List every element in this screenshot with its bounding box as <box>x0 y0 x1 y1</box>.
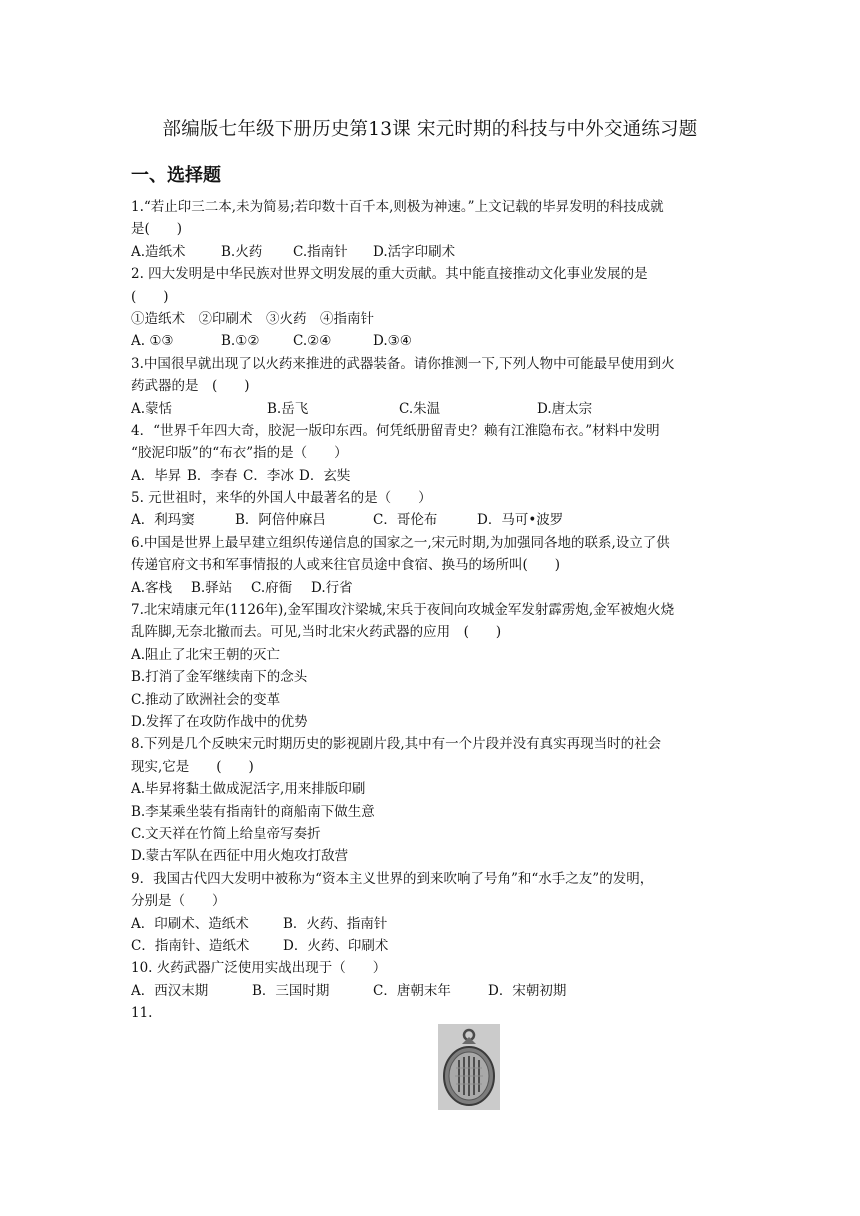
question-text: 6.中国是世界上最早建立组织传递信息的国家之一,宋元时期,为加强同各地的联系,设立了供 <box>131 534 670 551</box>
option-d: D．马可•波罗 <box>477 512 564 529</box>
option-row <box>131 509 741 531</box>
option-row <box>131 577 741 599</box>
question-text: 7.北宋靖康元年(1126年),金军围攻汴梁城,宋兵于夜间向攻城金军发射霹雳炮,金军被炮火烧 <box>131 602 675 619</box>
question-text: 药武器的是 ( ) <box>131 378 250 395</box>
option-row <box>131 398 741 420</box>
option-d: D.③④ <box>373 333 412 350</box>
option-line: C.文天祥在竹简上给皇帝写奏折 <box>131 825 321 842</box>
option-d: D．火药、印刷术 <box>283 937 389 954</box>
option-b: B．火药、指南针 <box>283 915 388 932</box>
option-d: D．玄奘 <box>299 467 351 484</box>
option-d: D.唐太宗 <box>537 400 593 417</box>
option-c: C.府衙 <box>251 579 293 596</box>
question-text: 3.中国很早就出现了以火药来推进的武器装备。请你推测一下,下列人物中可能最早使用到火 <box>131 355 675 372</box>
option-b: B．阿倍仲麻吕 <box>235 512 326 529</box>
option-line: A.毕昇将黏土做成泥活字,用来排版印刷 <box>131 781 366 798</box>
question-text: “胶泥印版”的“布衣”指的是（ ） <box>131 445 348 462</box>
question-text: 11. <box>131 1005 153 1022</box>
option-a: A．印刷术、造纸术 <box>131 915 249 932</box>
option-row <box>131 465 741 487</box>
option-row <box>131 330 741 352</box>
option-d: D.行省 <box>311 579 353 596</box>
option-b: B．李春 <box>187 467 238 484</box>
section-heading: 一、选择题 <box>131 165 221 186</box>
option-line: B.李某乘坐装有指南针的商船南下做生意 <box>131 803 375 820</box>
question-text: 8.下列是几个反映宋元时期历史的影视剧片段,其中有一个片段并没有真实再现当时的社会 <box>131 736 662 753</box>
question-text: 5. 元世祖时，来华的外国人中最著名的是（ ） <box>131 490 432 507</box>
option-b: B．三国时期 <box>252 982 330 999</box>
option-d: D.活字印刷术 <box>373 243 456 260</box>
option-line: D.发挥了在攻防作战中的优势 <box>131 713 308 730</box>
option-b: B.驿站 <box>191 579 233 596</box>
option-c: C.指南针 <box>293 243 348 260</box>
option-a: A．毕昇 <box>131 467 182 484</box>
option-c: C.朱温 <box>399 400 441 417</box>
ancient-compass-photo-icon <box>438 1024 500 1110</box>
question-text: ( ) <box>131 288 169 305</box>
question-text: 4．“世界千年四大奇，胶泥一版印东西。何凭纸册留青史？赖有江淮隐布衣。”材料中发明 <box>131 422 660 439</box>
question-text: 传递官府文书和军事情报的人或来往官员途中食宿、换马的场所叫( ) <box>131 557 561 574</box>
option-a: A.客栈 <box>131 579 173 596</box>
option-row <box>131 980 741 1002</box>
option-c: C．李冰 <box>243 467 294 484</box>
option-d: D．宋朝初期 <box>488 982 567 999</box>
question-text: 是( ) <box>131 221 183 238</box>
option-line: C.推动了欧洲社会的变革 <box>131 691 281 708</box>
option-row <box>131 913 741 935</box>
question-list <box>131 196 741 1024</box>
question-text: ①造纸术 ②印刷术 ③火药 ④指南针 <box>131 310 374 327</box>
option-b: B.①② <box>221 333 260 350</box>
document-title: 部编版七年级下册历史第13课 宋元时期的科技与中外交通练习题 <box>162 119 698 140</box>
question-text: 10. 火药武器广泛使用实战出现于（ ） <box>131 960 387 977</box>
option-a: A．利玛窦 <box>131 512 195 529</box>
option-c: C.②④ <box>293 333 332 350</box>
option-c: C．哥伦布 <box>373 512 438 529</box>
question-text: 乱阵脚,无奈北撤而去。可见,当时北宋火药武器的应用 ( ) <box>131 624 502 641</box>
option-line: A.阻止了北宋王朝的灭亡 <box>131 646 281 663</box>
option-line: B.打消了金军继续南下的念头 <box>131 669 308 686</box>
option-a: A.造纸术 <box>131 243 186 260</box>
option-b: B.火药 <box>221 243 263 260</box>
question-text: 2. 四大发明是中华民族对世界文明发展的重大贡献。其中能直接推动文化事业发展的是 <box>131 266 648 283</box>
option-a: A.蒙恬 <box>131 400 173 417</box>
option-c: C．唐朝末年 <box>373 982 451 999</box>
option-line: D.蒙古军队在西征中用火炮攻打敌营 <box>131 848 349 865</box>
question-text: 现实,它是 ( ) <box>131 758 254 775</box>
option-a: A. ①③ <box>131 333 174 350</box>
question-text: 分别是（ ） <box>131 893 226 910</box>
option-row <box>131 935 741 957</box>
option-a: A．西汉末期 <box>131 982 209 999</box>
option-b: B.岳飞 <box>267 400 309 417</box>
option-c: C．指南针、造纸术 <box>131 937 250 954</box>
question-text: 9．我国古代四大发明中被称为“资本主义世界的到来吹响了号角”和“水手之友”的发明， <box>131 870 654 887</box>
option-row <box>131 241 741 263</box>
question-text: 1.“若止印三二本,未为简易;若印数十百千本,则极为神速。”上文记载的毕昇发明的科技成就 <box>131 199 664 215</box>
